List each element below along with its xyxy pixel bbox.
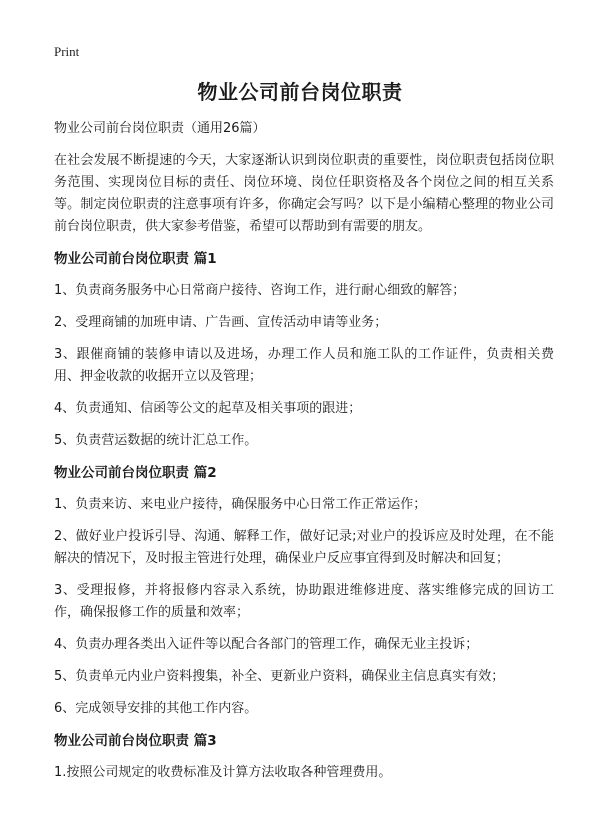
list-item: 6、完成领导安排的其他工作内容。	[54, 701, 258, 716]
print-label: Print	[54, 44, 80, 59]
list-item: 1、负责商务服务中心日常商户接待、咨询工作，进行耐心细致的解答；	[54, 283, 466, 298]
section-heading: 物业公司前台岗位职责 篇3	[54, 733, 217, 749]
list-item: 5、负责营运数据的统计汇总工作。	[54, 433, 258, 448]
list-item: 1、负责来访、来电业户接待，确保服务中心日常工作正常运作；	[54, 497, 427, 512]
list-item: 5、负责单元内业户资料搜集，补全、更新业户资料，确保业主信息真实有效；	[54, 669, 505, 684]
list-item: 4、负责办理各类出入证件等以配合各部门的管理工作，确保无业主投诉；	[54, 637, 479, 652]
list-item: 3、跟催商铺的装修申请以及进场，办理工作人员和施工队的工作证件，负责相关费用、押金收款的收据开立以及管理；	[54, 347, 554, 384]
section-heading: 物业公司前台岗位职责 篇1	[54, 251, 217, 267]
section-heading: 物业公司前台岗位职责 篇2	[54, 465, 217, 481]
list-item: 4、负责通知、信函等公文的起草及相关事项的跟进；	[54, 401, 362, 416]
list-item: 2、做好业户投诉引导、沟通、解释工作，做好记录;对业户的投诉应及时处理，在不能解决的情况下，及时报主管进行处理，确保业户反应事宜得到及时解决和回复；	[54, 529, 554, 566]
intro-paragraph: 在社会发展不断提速的今天，大家逐渐认识到岗位职责的重要性，岗位职责包括岗位职务范围、实现岗位目标的责任、岗位环境、岗位任职资格及各个岗位之间的相互关系等。制定岗位职责的注意事项有许多，你确定会写吗？以下是小编精心整理的物业公司前台岗位职责，供大家参考借鉴，希望可以帮助到有需要的朋友。	[54, 153, 554, 234]
list-item: 1.按照公司规定的收费标准及计算方法收取各种管理费用。	[54, 765, 392, 780]
list-item: 2、受理商铺的加班申请、广告画、宣传活动申请等业务；	[54, 315, 388, 330]
document-subtitle: 物业公司前台岗位职责（通用26篇）	[54, 121, 266, 136]
document-title: 物业公司前台岗位职责	[197, 80, 403, 104]
list-item: 3、受理报修，并将报修内容录入系统，协助跟进维修进度、落实维修完成的回访工作，确保报修工作的质量和效率；	[54, 583, 554, 620]
document-body	[54, 118, 554, 794]
